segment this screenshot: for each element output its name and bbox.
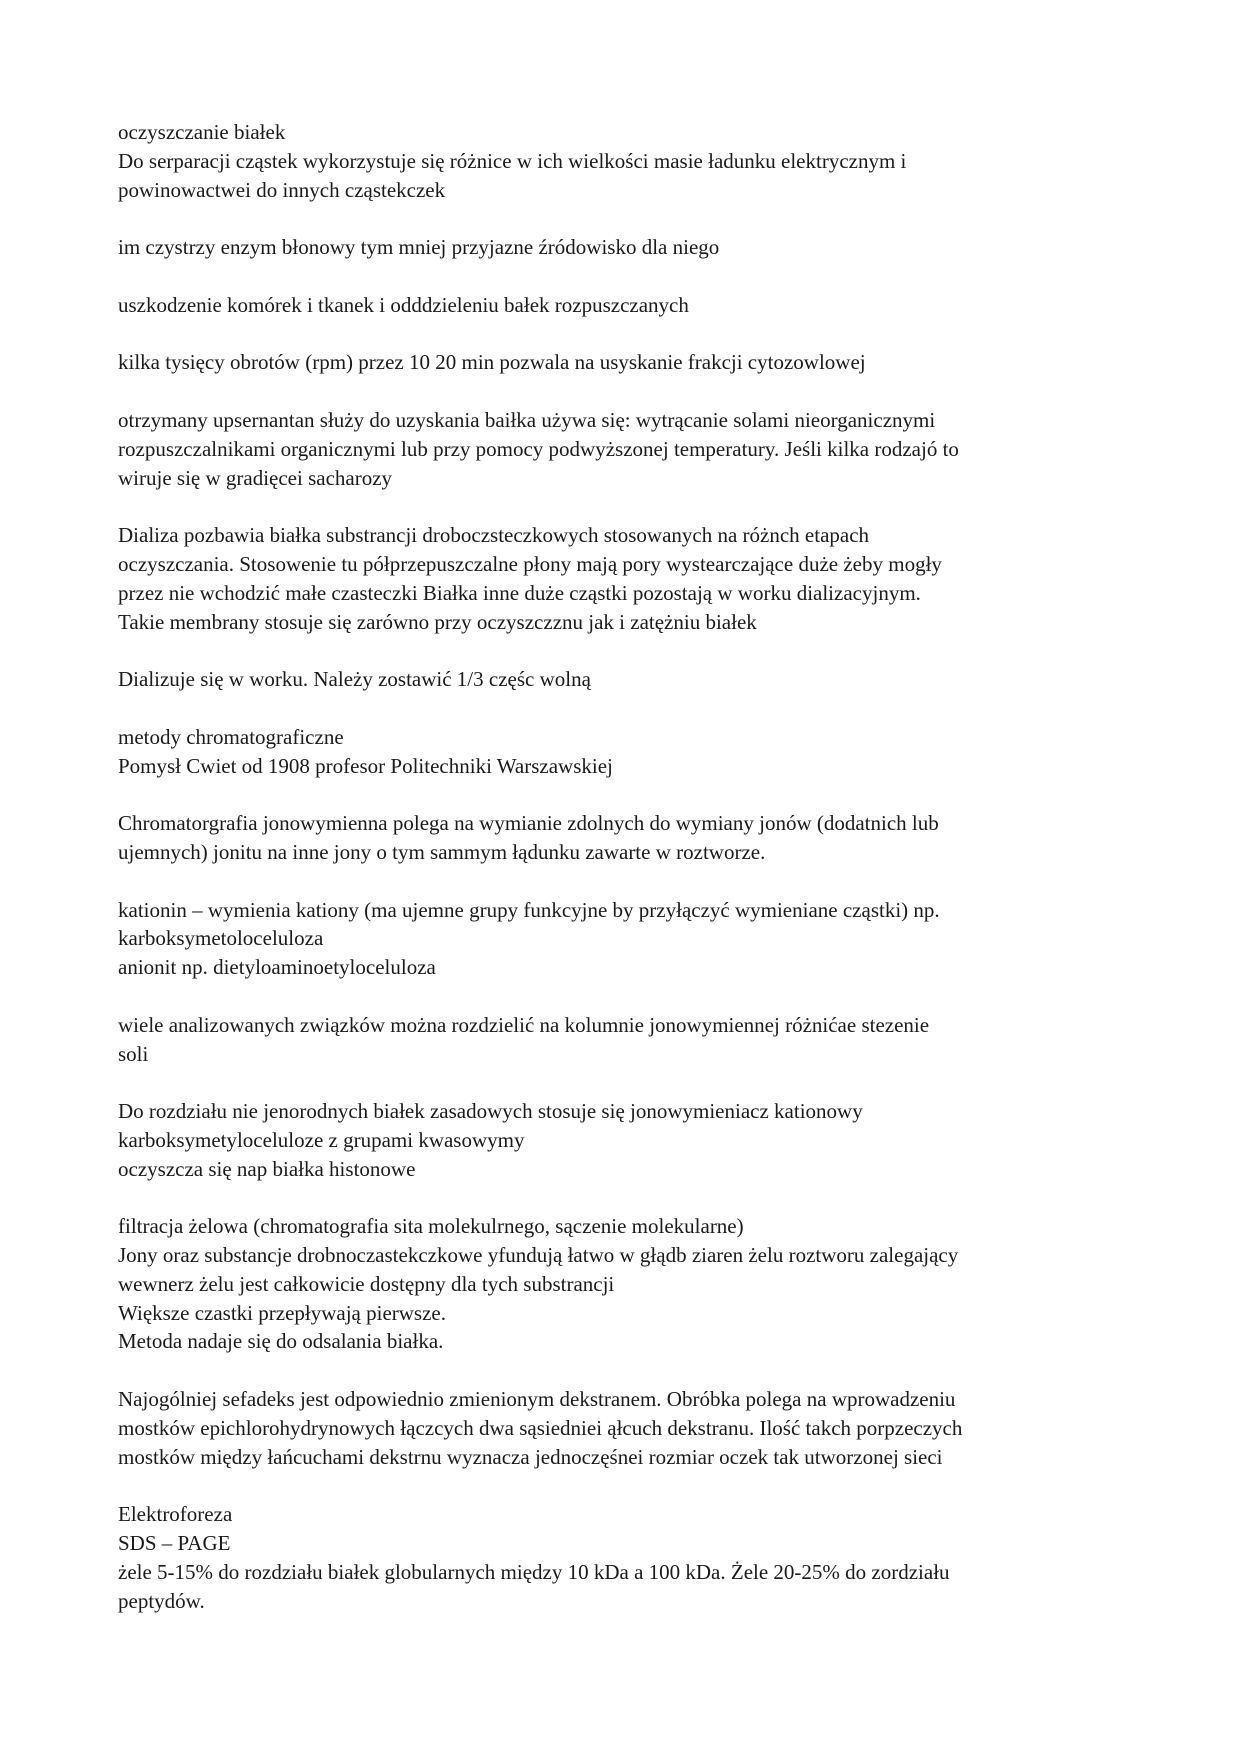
- text-line: im czystrzy enzym błonowy tym mniej przyjazne źródowisko dla niego: [118, 235, 720, 260]
- text-line: Jony oraz substancje drobnoczastekczkowe yfundują łatwo w głądb ziaren żelu roztworu zalegający: [118, 1243, 959, 1268]
- text-line: soli: [118, 1041, 149, 1066]
- text-line: mostków między łańcuchami dekstrnu wyznacza jednoczęśnei rozmiar oczek tak utworzonej sieci: [118, 1444, 943, 1469]
- text-line: Takie membrany stosuje się zarówno przy oczyszczznu jak i zatężniu białek: [118, 609, 757, 634]
- text-line: powinowactwei do innych cząstekczek: [118, 177, 446, 202]
- paragraph: [118, 406, 1128, 492]
- paragraph: [118, 896, 1128, 982]
- text-line: Pomysł Cwiet od 1908 profesor Politechniki Warszawskiej: [118, 753, 613, 778]
- text-line: kilka tysięcy obrotów (rpm) przez 10 20 min pozwala na usyskanie frakcji cytozowlowej: [118, 350, 866, 375]
- text-line: Najogólniej sefadeks jest odpowiednio zmienionym dekstranem. Obróbka polega na wprowadzeniu: [118, 1387, 956, 1412]
- paragraph: [118, 1500, 1128, 1615]
- text-line: kationin – wymienia kationy (ma ujemne grupy funkcyjne by przyłączyć wymieniane cząstki) np.: [118, 897, 940, 922]
- text-line: anionit np. dietyloaminoetyloceluloza: [118, 955, 436, 980]
- text-line: Dializa pozbawia białka substrancji droboczsteczkowych stosowanych na różnch etapach: [118, 523, 870, 548]
- text-line: oczyszczania. Stosowenie tu półprzepuszczalne płony mają pory wystearczające duże żeby mogły: [118, 551, 942, 576]
- text-line: peptydów.: [118, 1588, 205, 1613]
- paragraph: [118, 1097, 1128, 1183]
- text-line: Do serparacji cząstek wykorzystuje się różnice w ich wielkości masie ładunku elektrycznym i: [118, 148, 907, 173]
- paragraph: [118, 1212, 1128, 1356]
- text-line: ujemnych) jonitu na inne jony o tym sammym łądunku zawarte w roztworze.: [118, 839, 766, 864]
- text-line: żele 5-15% do rozdziału białek globularnych między 10 kDa a 100 kDa. Żele 20-25% do zordziału: [118, 1559, 950, 1584]
- text-line: przez nie wchodzić małe czasteczki Białka inne duże cząstki pozostają w worku dializacyjnym.: [118, 580, 921, 605]
- document-body: [118, 118, 1128, 1644]
- text-line: metody chromatograficzne: [118, 724, 344, 749]
- text-line: wiele analizowanych związków można rozdzielić na kolumnie jonowymiennej różnićae stezenie: [118, 1012, 930, 1037]
- text-line: wewnerz żelu jest całkowicie dostępny dla tych substrancji: [118, 1271, 615, 1296]
- text-line: mostków epichlorohydrynowych łączcych dwa sąsiedniei ąłcuch dekstranu. Ilość takch porpzeczych: [118, 1415, 963, 1440]
- text-line: karboksymetoloceluloza: [118, 926, 324, 951]
- text-line: Dializuje się w worku. Należy zostawić 1/3 częśc wolną: [118, 667, 591, 692]
- text-line: Chromatorgrafia jonowymienna polega na wymianie zdolnych do wymiany jonów (dodatnich lub: [118, 811, 939, 836]
- text-line: karboksymetyloceluloze z grupami kwasowymy: [118, 1127, 525, 1152]
- text-line: oczyszcza się nap białka histonowe: [118, 1156, 416, 1181]
- text-line: otrzymany upsernantan służy do uzyskania baiłka używa się: wytrącanie solami nieorganicznymi: [118, 407, 936, 432]
- paragraph: [118, 1385, 1128, 1471]
- paragraph: [118, 665, 1128, 694]
- paragraph: [118, 348, 1128, 377]
- text-line: wiruje się w gradięcei sacharozy: [118, 465, 393, 490]
- text-line: Większe czastki przepływają pierwsze.: [118, 1300, 446, 1325]
- text-line: SDS – PAGE: [118, 1531, 231, 1556]
- text-line: Metoda nadaje się do odsalania białka.: [118, 1329, 444, 1354]
- paragraph: [118, 233, 1128, 262]
- text-line: Elektroforeza: [118, 1502, 233, 1527]
- paragraph: [118, 723, 1128, 781]
- text-line: Do rozdziału nie jenorodnych białek zasadowych stosuje się jonowymieniacz kationowy: [118, 1099, 863, 1124]
- paragraph: [118, 118, 1128, 204]
- paragraph: [118, 521, 1128, 636]
- text-line: filtracja żelowa (chromatografia sita molekulrnego, sączenie molekularne): [118, 1214, 744, 1239]
- paragraph: [118, 1011, 1128, 1069]
- text-line: rozpuszczalnikami organicznymi lub przy pomocy podwyższonej temperatury. Jeśli kilka rodzajó to: [118, 436, 959, 461]
- paragraph: [118, 291, 1128, 320]
- text-line: oczyszczanie białek: [118, 120, 286, 144]
- text-line: uszkodzenie komórek i tkanek i odddzieleniu bałek rozpuszczanych: [118, 292, 689, 317]
- paragraph: [118, 809, 1128, 867]
